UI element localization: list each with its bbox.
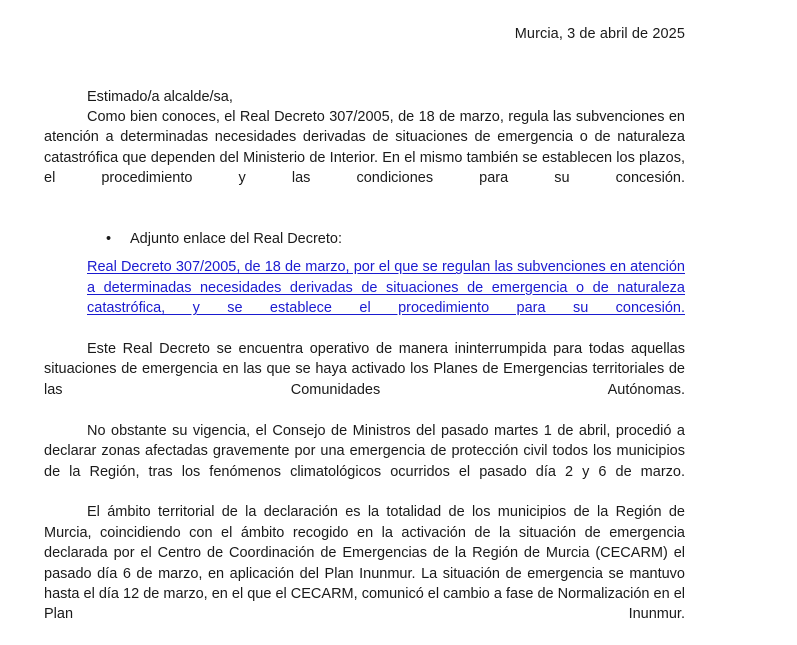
location-date: Murcia, 3 de abril de 2025 <box>514 26 685 42</box>
bullet-list-item <box>44 229 685 249</box>
salutation: Estimado/a alcalde/sa, <box>87 89 233 105</box>
bullet-marker-icon: • <box>106 231 112 248</box>
paragraph-real-decreto-intro: Como bien conoces, el Real Decreto 307/2005, de 18 de marzo, regula las subvenciones en atención a determinadas necesidades derivadas de situaciones de emergencia o de naturaleza catastrófica que dependen del Ministerio de Interior. En el mismo también se establecen los plazos, el procedimiento y las condiciones para su concesión. <box>44 109 685 187</box>
real-decreto-hyperlink[interactable]: Real Decreto 307/2005, de 18 de marzo, por el que se regulan las subvenciones en atención a determinadas necesidades derivadas de situaciones de emergencia o de naturaleza catastrófica, y se establece el procedimiento para su concesión. <box>87 259 685 317</box>
paragraph-consejo-ministros: No obstante su vigencia, el Consejo de Ministros del pasado martes 1 de abril, procedió a declarar zonas afectadas gravemente por una emergencia de protección civil todos los municipios de la Región, tras los fenómenos climatológicos ocurridos el pasado día 2 y 6 de marzo. <box>44 422 685 480</box>
bullet-item-label: Adjunto enlace del Real Decreto: <box>130 231 342 248</box>
paragraph-operativo: Este Real Decreto se encuentra operativo de manera ininterrumpida para todas aquellas situaciones de emergencia en las que se haya activado los Planes de Emergencias territoriales de las Comunidades Autónomas. <box>44 341 685 398</box>
document-content <box>44 0 685 645</box>
paragraph-ambito-territorial: El ámbito territorial de la declaración es la totalidad de los municipios de la Región de Murcia, coincidiendo con el ámbito recogido en la activación de la situación de emergencia declarada por el Centro de Coordinación de Emergencias de la Región de Murcia (CECARM) el pasado día 6 de marzo, en aplicación del Plan Inunmur. La situación de emergencia se mantuvo hasta el día 12 de marzo, en el que el CECARM, comunicó el cambio a fase de Normalización en el Plan Inunmur. <box>44 504 685 623</box>
decree-link-block <box>44 257 685 339</box>
